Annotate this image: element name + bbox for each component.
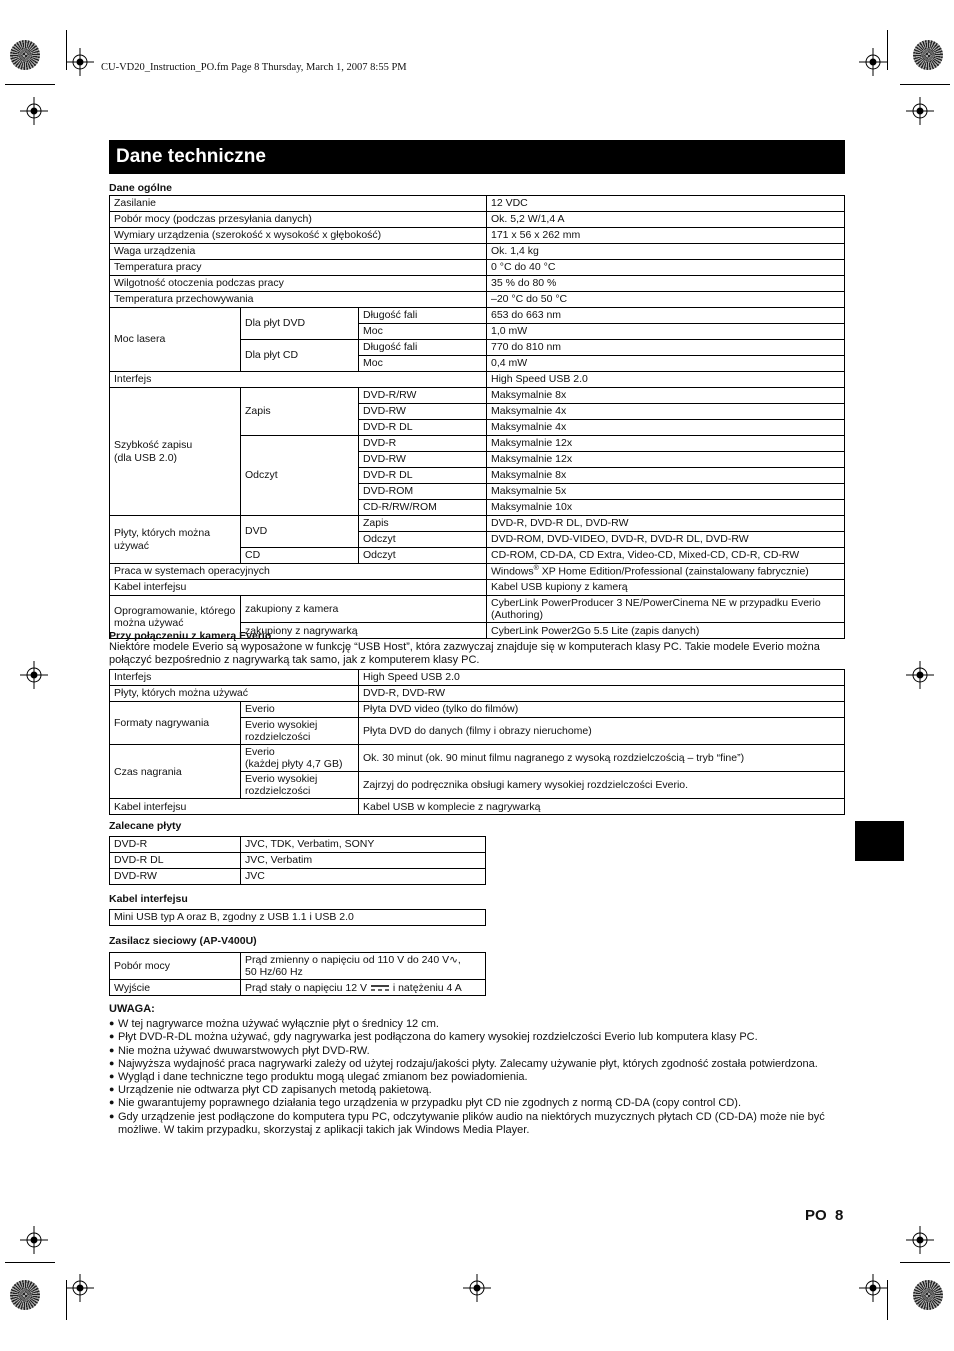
table-row: DVD-R JVC, TDK, Verbatim, SONY [110, 837, 486, 853]
table-row: DVD-R DL JVC, Verbatim [110, 853, 486, 869]
table-row: Czas nagrania Everio (każdej płyty 4,7 GB) Ok. 30 minut (ok. 90 minut filmu nagranego z wysoką rozdzielczością – tryb “fine”) [110, 745, 845, 772]
notes-section [109, 1003, 845, 1137]
table-row: Odczyt DVD-ROM, DVD-VIDEO, DVD-R, DVD-R DL, DVD-RW [110, 532, 845, 548]
table-row: CD-R/RW/ROM Maksymalnie 10x [110, 500, 845, 516]
list-item: ● Nie można używać dwuwarstwowych płyt DVD-RW. [109, 1045, 845, 1058]
table-row: Formaty nagrywania Everio Płyta DVD video (tylko do filmów) [110, 702, 845, 718]
recommended-discs-table [109, 836, 486, 885]
crosshair-registration-icon [859, 48, 887, 76]
color-disc-mark-icon [10, 1280, 40, 1310]
section-heading-cable: Kabel interfejsu [109, 893, 188, 905]
crop-mark [887, 1280, 888, 1320]
crop-mark [887, 30, 888, 70]
table-row: Everio wysokiej rozdzielczości Zajrzyj do podręcznika obsługi kamery wysokiej rozdzielczości Everio. [110, 772, 845, 799]
crosshair-registration-icon [906, 661, 934, 689]
color-disc-mark-icon [913, 40, 943, 70]
ac-wave-icon: ∿ [449, 954, 458, 966]
notes-heading: UWAGA: [109, 1003, 155, 1015]
section-tab-marker [855, 821, 904, 861]
list-item: ● Wygląd i dane techniczne tego produktu mogą ulegać zmianom bez powiadomienia. [109, 1071, 845, 1084]
crosshair-registration-icon [66, 1274, 94, 1302]
table-row: DVD-RW JVC [110, 869, 486, 885]
section-heading-adapter: Zasilacz sieciowy (AP-V400U) [109, 935, 257, 947]
table-row: Temperatura pracy 0 °C do 40 °C [110, 260, 845, 276]
page-number: PO 8 [805, 1207, 844, 1224]
table-row: Kabel interfejsu Kabel USB kupiony z kamerą [110, 580, 845, 596]
dc-symbol-icon [370, 983, 390, 993]
crop-mark [5, 84, 55, 85]
table-row: Kabel interfejsu Kabel USB w komplecie z nagrywarką [110, 799, 845, 815]
table-row: Płyty, których można używać DVD Zapis DVD-R, DVD-R DL, DVD-RW [110, 516, 845, 532]
general-specs-table [109, 195, 845, 639]
list-item: ● Płyt DVD-R-DL można używać, gdy nagrywarka jest podłączona do kamery wysokiej rozdzielczości Everio lub komputera klasy PC. [109, 1031, 845, 1044]
table-row: Everio wysokiej rozdzielczości Płyta DVD do danych (filmy i obrazy nieruchome) [110, 718, 845, 745]
table-row: Wyjście Prąd stały o napięciu 12 V i natężeniu 4 A [110, 980, 486, 996]
crop-mark [900, 84, 950, 85]
list-item: ● Urządzenie nie odtwarza płyt CD zapisanych metodą pakietową. [109, 1084, 845, 1097]
color-disc-mark-icon [10, 40, 40, 70]
list-item: ● W tej nagrywarce można używać wyłącznie płyt o średnicy 12 cm. [109, 1018, 845, 1031]
crosshair-registration-icon [906, 1226, 934, 1254]
section-heading-everio: Przy połączeniu z kamerą Everio [109, 630, 272, 642]
table-row: Interfejs High Speed USB 2.0 [110, 372, 845, 388]
color-disc-mark-icon [913, 1280, 943, 1310]
crosshair-registration-icon [20, 1226, 48, 1254]
table-row: Temperatura przechowywania –20 °C do 50 °C [110, 292, 845, 308]
table-row: Wymiary urządzenia (szerokość x wysokość x głębokość) 171 x 56 x 262 mm [110, 228, 845, 244]
table-row: Moc lasera Dla płyt DVD Długość fali 653 do 663 nm [110, 308, 845, 324]
table-row: Dla płyt CD Długość fali 770 do 810 nm [110, 340, 845, 356]
crosshair-registration-icon [20, 661, 48, 689]
section-heading-recommended: Zalecane płyty [109, 820, 182, 832]
table-row: zakupiony z nagrywarką CyberLink Power2Go 5.5 Lite (zapis danych) [110, 623, 845, 639]
table-row: Mini USB typ A oraz B, zgodny z USB 1.1 i USB 2.0 [110, 910, 486, 926]
page-title: Dane techniczne [109, 140, 845, 174]
table-row: Oprogramowanie, którego można używać zakupiony z kamera CyberLink PowerProducer 3 NE/PowerCinema NE w przypadku Everio (Authoring) [110, 596, 845, 623]
crop-mark [5, 1262, 55, 1263]
crosshair-registration-icon [906, 97, 934, 125]
crosshair-registration-icon [463, 1274, 491, 1302]
table-row: DVD-RW Maksymalnie 12x [110, 452, 845, 468]
crosshair-registration-icon [66, 48, 94, 76]
crop-mark [900, 1262, 950, 1263]
list-item: ● Najwyższa wydajność praca nagrywarki zależy od użytej rodzaju/jakości płyty. Zalecamy używanie płyt, których zgodność została potwierdzona. [109, 1058, 845, 1071]
table-row: Waga urządzenia Ok. 1,4 kg [110, 244, 845, 260]
table-row: Szybkość zapisu (dla USB 2.0) Zapis DVD-R/RW Maksymalnie 8x [110, 388, 845, 404]
notes-list [109, 1018, 845, 1137]
table-row: Pobór mocy Prąd zmienny o napięciu od 110 V do 240 V∿, 50 Hz/60 Hz [110, 953, 486, 980]
everio-paragraph: Niektóre modele Everio są wyposażone w funkcję “USB Host”, która zazwyczaj znajduje się w komputerach klasy PC. Takie modele Everio można połączyć bezpośrednio z nagrywarką tak samo, jak z komputerem klasy PC. [109, 641, 820, 666]
table-row: Moc 1,0 mW [110, 324, 845, 340]
table-row: Moc 0,4 mW [110, 356, 845, 372]
everio-table [109, 669, 845, 815]
table-row: Pobór mocy (podczas przesyłania danych) Ok. 5,2 W/1,4 A [110, 212, 845, 228]
table-row: DVD-R DL Maksymalnie 8x [110, 468, 845, 484]
list-item: ● Gdy urządzenie jest podłączone do komputera typu PC, odczytywanie plików audio na niektórych muzycznych płytach CD (CD-DA) może nie być możliwe. W takim przypadku, skorzystaj z aplikacji takich jak Windows Media Player. [109, 1111, 845, 1137]
file-header: CU-VD20_Instruction_PO.fm Page 8 Thursday, March 1, 2007 8:55 PM [101, 62, 407, 73]
list-item: ● Nie gwarantujemy poprawnego działania tego urządzenia w przypadku płyt CD nie zgodnych z normą CD-DA (copy control CD). [109, 1097, 845, 1110]
table-row: Interfejs High Speed USB 2.0 [110, 670, 845, 686]
table-row: Odczyt DVD-R Maksymalnie 12x [110, 436, 845, 452]
table-row: Zasilanie 12 VDC [110, 196, 845, 212]
crosshair-registration-icon [20, 97, 48, 125]
section-heading-general: Dane ogólne [109, 182, 173, 194]
table-row: DVD-RW Maksymalnie 4x [110, 404, 845, 420]
crosshair-registration-icon [859, 1274, 887, 1302]
adapter-table [109, 952, 486, 996]
table-row: DVD-ROM Maksymalnie 5x [110, 484, 845, 500]
table-row: Płyty, których można używać DVD-R, DVD-RW [110, 686, 845, 702]
table-row: DVD-R DL Maksymalnie 4x [110, 420, 845, 436]
table-row: CD Odczyt CD-ROM, CD-DA, CD Extra, Video-CD, Mixed-CD, CD-R, CD-RW [110, 548, 845, 564]
table-row: Wilgotność otoczenia podczas pracy 35 % do 80 % [110, 276, 845, 292]
cable-table [109, 909, 486, 926]
table-row: Praca w systemach operacyjnych Windows® XP Home Edition/Professional (zainstalowany fabrycznie) [110, 564, 845, 580]
